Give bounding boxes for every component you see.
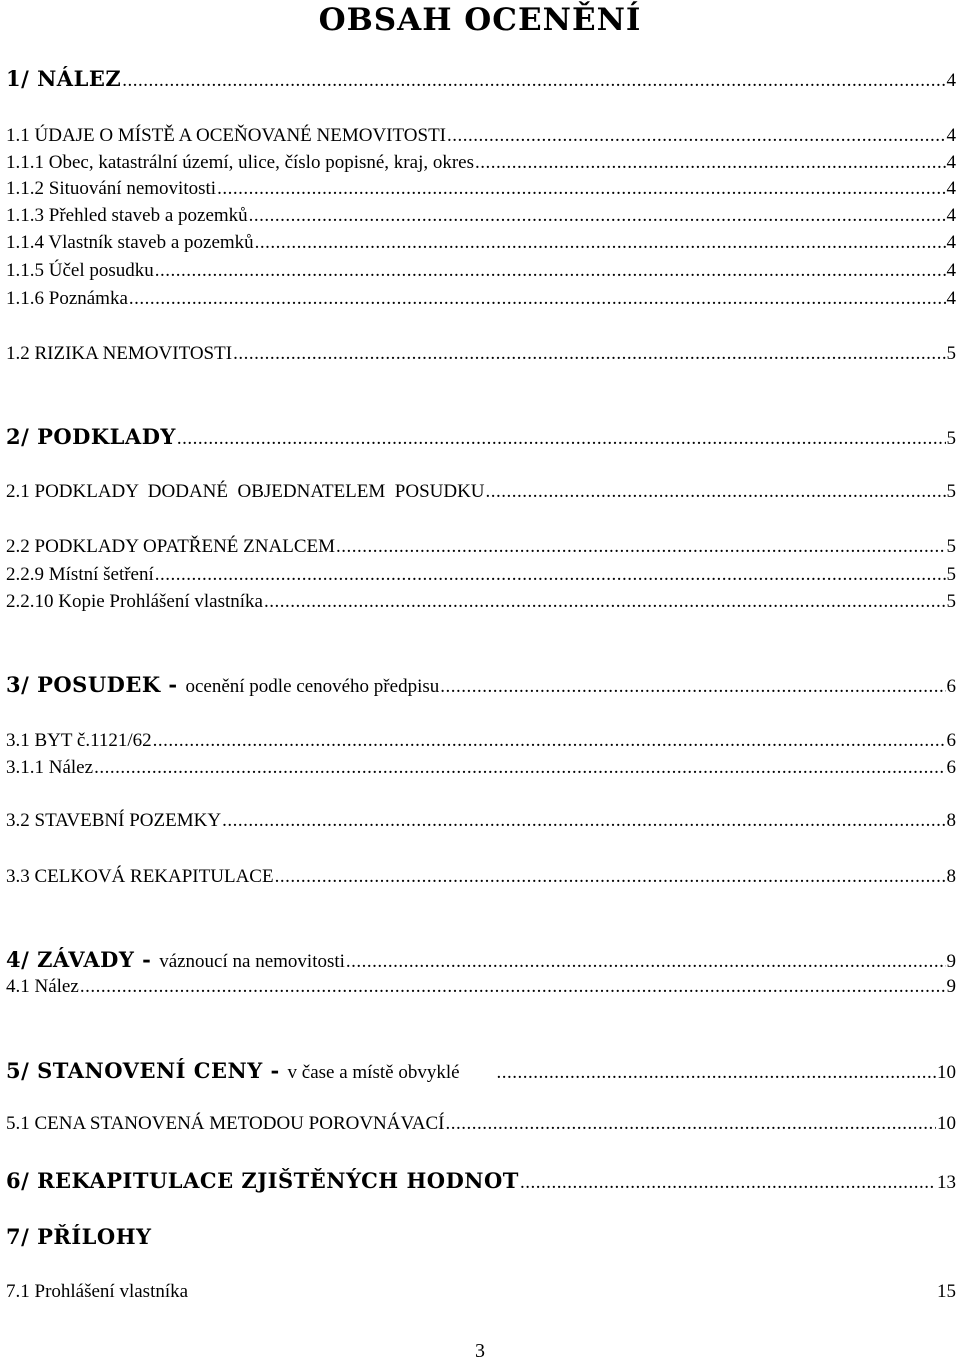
toc-page: 9 bbox=[946, 951, 956, 972]
toc-page: 6 bbox=[946, 676, 956, 697]
toc-leader bbox=[440, 676, 945, 698]
toc-label: 5.1 CENA STANOVENÁ METODOU POROVNÁVACÍ bbox=[6, 1113, 445, 1134]
toc-leader bbox=[155, 260, 946, 282]
toc-label: 1.1.6 Poznámka bbox=[6, 288, 128, 309]
toc-page: 4 bbox=[946, 205, 956, 226]
toc-label: 1.1.5 Účel posudku bbox=[6, 260, 154, 281]
toc-label: 3.2 STAVEBNÍ POZEMKY bbox=[6, 810, 222, 831]
toc-leader bbox=[346, 951, 946, 973]
toc-entry-4-1[interactable] bbox=[6, 976, 956, 998]
toc-entry-section-3[interactable] bbox=[6, 672, 956, 698]
toc-leader bbox=[520, 1172, 936, 1194]
toc-leader bbox=[447, 125, 946, 147]
toc-label-main: 4/ ZÁVADY - bbox=[6, 947, 160, 972]
toc-label: 2/ PODKLADY bbox=[6, 424, 176, 449]
toc-page: 5 bbox=[946, 481, 956, 502]
toc-entry-7-1[interactable] bbox=[6, 1281, 956, 1303]
toc-label: 1.1.3 Přehled staveb a pozemků bbox=[6, 205, 248, 226]
toc-entry-section-5[interactable] bbox=[6, 1058, 956, 1084]
toc-leader bbox=[177, 428, 946, 450]
toc-label: 3.1.1 Nález bbox=[6, 757, 94, 778]
toc-entry-2-1[interactable] bbox=[6, 481, 956, 503]
toc-leader bbox=[222, 810, 945, 832]
toc-label-tail: v čase a místě obvyklé bbox=[287, 1062, 460, 1083]
toc-entry-section-2[interactable] bbox=[6, 424, 956, 450]
toc-leader-solid bbox=[194, 1295, 931, 1297]
toc-leader bbox=[486, 481, 946, 503]
toc-entry-3-3[interactable] bbox=[6, 866, 956, 888]
toc-label bbox=[6, 1058, 496, 1084]
toc-label: 1.1.2 Situování nemovitosti bbox=[6, 178, 217, 199]
toc-leader bbox=[336, 536, 946, 558]
toc-entry-1-1-3[interactable] bbox=[6, 205, 956, 227]
toc-leader bbox=[122, 70, 945, 92]
toc-title: OBSAH OCENĚNÍ bbox=[318, 2, 642, 38]
toc-entry-3-2[interactable] bbox=[6, 810, 956, 832]
toc-label: 4.1 Nález bbox=[6, 976, 79, 997]
toc-page: 10 bbox=[937, 1062, 956, 1083]
toc-leader bbox=[275, 866, 946, 888]
toc-page: 5 bbox=[946, 343, 956, 364]
toc-leader bbox=[255, 232, 946, 254]
toc-entry-section-7[interactable] bbox=[6, 1224, 956, 1249]
toc-label: 2.2.9 Místní šetření bbox=[6, 564, 154, 585]
toc-leader bbox=[94, 757, 945, 779]
toc-entry-1-1-4[interactable] bbox=[6, 232, 956, 254]
toc-page: 5 bbox=[946, 591, 956, 612]
toc-label: 1.1.1 Obec, katastrální území, ulice, číslo popisné, kraj, okres bbox=[6, 152, 475, 173]
toc-entry-1-1-6[interactable] bbox=[6, 288, 956, 310]
toc-page: 15 bbox=[937, 1281, 956, 1302]
toc-leader bbox=[249, 205, 946, 227]
toc-label: 1.2 RIZIKA NEMOVITOSTI bbox=[6, 343, 233, 364]
toc-leader bbox=[129, 288, 946, 310]
toc-page: 5 bbox=[946, 564, 956, 585]
toc-label-tail: váznoucí na nemovitosti bbox=[159, 951, 345, 972]
toc-leader bbox=[153, 730, 946, 752]
toc-label-main: 5/ STANOVENÍ CENY - bbox=[6, 1058, 288, 1083]
toc-label-main: 3/ POSUDEK - bbox=[6, 672, 186, 697]
toc-label: 1.1.4 Vlastník staveb a pozemků bbox=[6, 232, 254, 253]
toc-leader bbox=[264, 591, 946, 613]
toc-page: 5 bbox=[946, 536, 956, 557]
toc-label bbox=[6, 672, 439, 698]
toc-page: 4 bbox=[946, 260, 956, 281]
toc-entry-2-2-9[interactable] bbox=[6, 564, 956, 586]
toc-page: 13 bbox=[937, 1172, 956, 1193]
toc-label: 2.2 PODKLADY OPATŘENÉ ZNALCEM bbox=[6, 536, 335, 557]
toc-leader bbox=[233, 343, 945, 365]
toc-label: 1.1 ÚDAJE O MÍSTĚ A OCEŇOVANÉ NEMOVITOSTI bbox=[6, 125, 446, 146]
toc-page: 8 bbox=[946, 810, 956, 831]
toc-leader bbox=[475, 152, 945, 174]
toc-label bbox=[6, 947, 345, 973]
toc-leader bbox=[217, 178, 945, 200]
toc-entry-3-1-1[interactable] bbox=[6, 757, 956, 779]
toc-page: 6 bbox=[946, 757, 956, 778]
toc-label: 7/ PŘÍLOHY bbox=[6, 1224, 152, 1249]
toc-entry-2-2-10[interactable] bbox=[6, 591, 956, 613]
toc-page: 9 bbox=[946, 976, 956, 997]
toc-label: 6/ REKAPITULACE ZJIŠTĚNÝCH HODNOT bbox=[6, 1168, 519, 1193]
toc-entry-1-1-5[interactable] bbox=[6, 260, 956, 282]
toc-label-tail: ocenění podle cenového předpisu bbox=[185, 676, 440, 697]
toc-page: 4 bbox=[946, 178, 956, 199]
toc-page: 4 bbox=[946, 70, 956, 91]
toc-label: 1/ NÁLEZ bbox=[6, 66, 122, 91]
toc-entry-2-2[interactable] bbox=[6, 536, 956, 558]
toc-page: 8 bbox=[946, 866, 956, 887]
toc-page: 4 bbox=[946, 232, 956, 253]
toc-entry-1-2[interactable] bbox=[6, 343, 956, 365]
toc-label: 7.1 Prohlášení vlastníka bbox=[6, 1281, 189, 1302]
page-number: 3 bbox=[475, 1340, 485, 1362]
toc-page: 4 bbox=[946, 125, 956, 146]
toc-entry-1-1[interactable] bbox=[6, 125, 956, 147]
toc-entry-5-1[interactable] bbox=[6, 1113, 956, 1135]
toc-label: 2.2.10 Kopie Prohlášení vlastníka bbox=[6, 591, 263, 612]
toc-page: 10 bbox=[937, 1113, 956, 1134]
toc-page: 6 bbox=[946, 730, 956, 751]
toc-leader bbox=[497, 1062, 936, 1084]
toc-page: 4 bbox=[946, 288, 956, 309]
toc-entry-section-1[interactable] bbox=[6, 66, 956, 92]
toc-label: 3.3 CELKOVÁ REKAPITULACE bbox=[6, 866, 274, 887]
toc-entry-1-1-1[interactable] bbox=[6, 152, 956, 174]
toc-entry-3-1[interactable] bbox=[6, 730, 956, 752]
toc-label: 2.1 PODKLADY DODANÉ OBJEDNATELEM POSUDKU bbox=[6, 481, 485, 502]
toc-entry-1-1-2[interactable] bbox=[6, 178, 956, 200]
toc-page: 5 bbox=[946, 428, 956, 449]
toc-entry-section-4[interactable] bbox=[6, 947, 956, 973]
toc-entry-section-6[interactable] bbox=[6, 1168, 956, 1194]
toc-leader bbox=[155, 564, 946, 586]
toc-leader bbox=[80, 976, 946, 998]
toc-page: 4 bbox=[946, 152, 956, 173]
toc-label: 3.1 BYT č.1121/62 bbox=[6, 730, 152, 751]
toc-leader bbox=[446, 1113, 937, 1135]
